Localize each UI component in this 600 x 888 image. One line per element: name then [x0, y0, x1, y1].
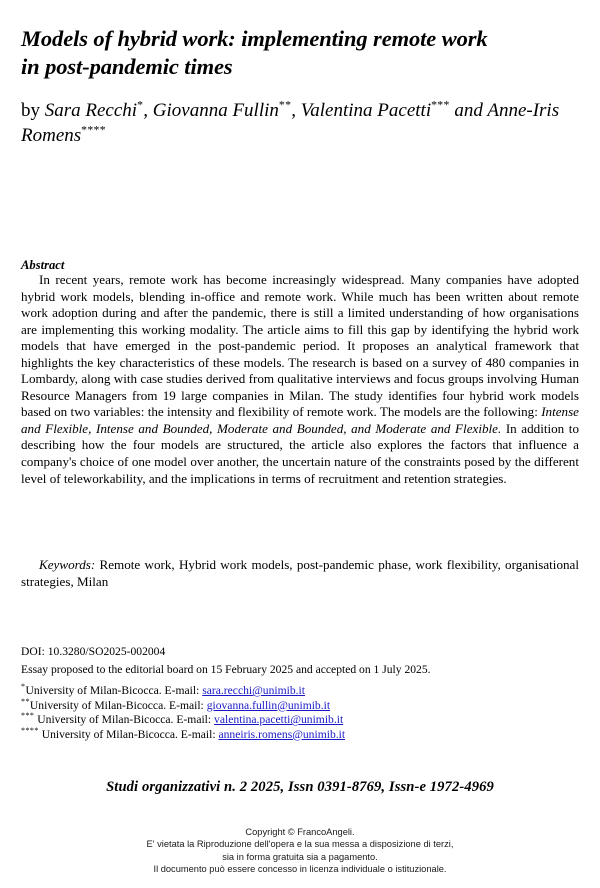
author-name-3: Valentina Pacetti — [300, 100, 432, 121]
author-3-footnote-mark: *** — [431, 98, 450, 112]
journal-citation-line: Studi organizzativi n. 2 2025, Issn 0391-8769, Issn-e 1972-4969 — [106, 779, 494, 795]
copyright-line-2: E' vietata la Riproduzione dell'opera e la sua messa a disposizione di terzi, — [146, 839, 454, 850]
copyright-notice — [0, 826, 600, 876]
title-line-1: Models of hybrid work: implementing remote work — [21, 26, 488, 52]
footnote-1-email-link[interactable]: sara.recchi@unimib.it — [202, 684, 305, 697]
footnote-4-mark: **** — [21, 725, 39, 735]
page-title — [21, 25, 581, 81]
author-4-footnote-mark: **** — [81, 123, 106, 137]
byline-separator-2: , — [291, 100, 301, 121]
footnote-2 — [21, 696, 581, 714]
footnote-4 — [21, 725, 581, 743]
copyright-line-3: sia in forma gratuita sia a pagamento. — [222, 851, 378, 862]
footnote-2-mark: ** — [21, 696, 30, 706]
keywords-text: Remote work, Hybrid work models, post-pandemic phase, work flexibility, organisational strategies, Milan — [21, 557, 579, 589]
footnote-3-email-link[interactable]: valentina.pacetti@unimib.it — [214, 713, 344, 727]
footnote-4-affiliation: University of Milan-Bicocca. E-mail: — [38, 727, 219, 741]
keywords-label: Keywords: — [39, 557, 96, 572]
footnote-3-affiliation: University of Milan-Bicocca. E-mail: — [34, 713, 215, 727]
byline-conjunction: and — [449, 100, 488, 121]
abstract-body — [21, 272, 579, 487]
copyright-line-4: Il documento può essere concesso in licenza individuale o istituzionale. — [153, 864, 447, 875]
copyright-line-1: Copyright © FrancoAngeli. — [245, 827, 355, 837]
title-line-2: in post-pandemic times — [21, 54, 233, 80]
submission-acceptance-note: Essay proposed to the editorial board on 15 February 2025 and accepted on 1 July 2025. — [21, 663, 431, 676]
doi-identifier: DOI: 10.3280/SO2025-002004 — [21, 645, 166, 658]
author-name-2: Giovanna Fullin — [152, 100, 279, 121]
footnote-4-email-link[interactable]: anneiris.romens@unimib.it — [218, 727, 346, 741]
author-name-4: Anne-Iris Romens — [21, 100, 560, 146]
footnote-1-affiliation: University of Milan-Bicocca. E-mail: — [25, 684, 203, 697]
abstract-text-part-1: In recent years, remote work has become increasingly widespread. Many companies have adopted hybrid work models, blending in-office and remote work. While much has been written about remote work adoption during and after the pandemic, there is still a limited understanding of how organisations are implementing this working modality. The article aims to fill this gap by identifying the hybrid work models that have emerged in the post-pandemic period. It proposes an analytical framework that highlights the key characteristics of these models. The research is based on a survey of 480 companies in Lombardy, along with case studies derived from qualitative interviews and focus groups involving Human Resource Managers from 19 large companies in Milan. The study identifies four hybrid work models based on two variables: the intensity and flexibility of remote work. The models are the following: — [21, 272, 579, 420]
author-2-footnote-mark: ** — [278, 98, 292, 112]
author-byline — [21, 98, 581, 148]
author-1-footnote-mark: * — [137, 98, 144, 112]
keywords-paragraph — [21, 557, 579, 590]
footnote-1-mark: * — [21, 682, 26, 692]
footnote-2-email-link[interactable]: giovanna.fullin@unimib.it — [206, 698, 331, 712]
abstract-heading: Abstract — [21, 258, 65, 272]
byline-by-word: by — [21, 100, 45, 121]
abstract-text-part-2: In addition to describing how the four models are structured, the article also explores the factors that influence a company's choice of one model over another, the uncertain nature of the constraints posed by the different level of teleworkability, and the implications in terms of recruitment and retention strategies. — [21, 420, 579, 486]
footnote-2-affiliation: University of Milan-Bicocca. E-mail: — [29, 698, 207, 712]
footnote-1 — [21, 684, 581, 699]
footnote-3-mark: *** — [21, 711, 35, 721]
author-footnotes — [21, 684, 581, 742]
abstract-model-names: Intense and Flexible, Intense and Bounded, Moderate and Bounded, and Moderate and Flexible. — [21, 404, 579, 436]
footnote-3 — [21, 713, 581, 728]
author-name-1: Sara Recchi — [44, 100, 138, 121]
byline-separator-1: , — [143, 100, 153, 121]
